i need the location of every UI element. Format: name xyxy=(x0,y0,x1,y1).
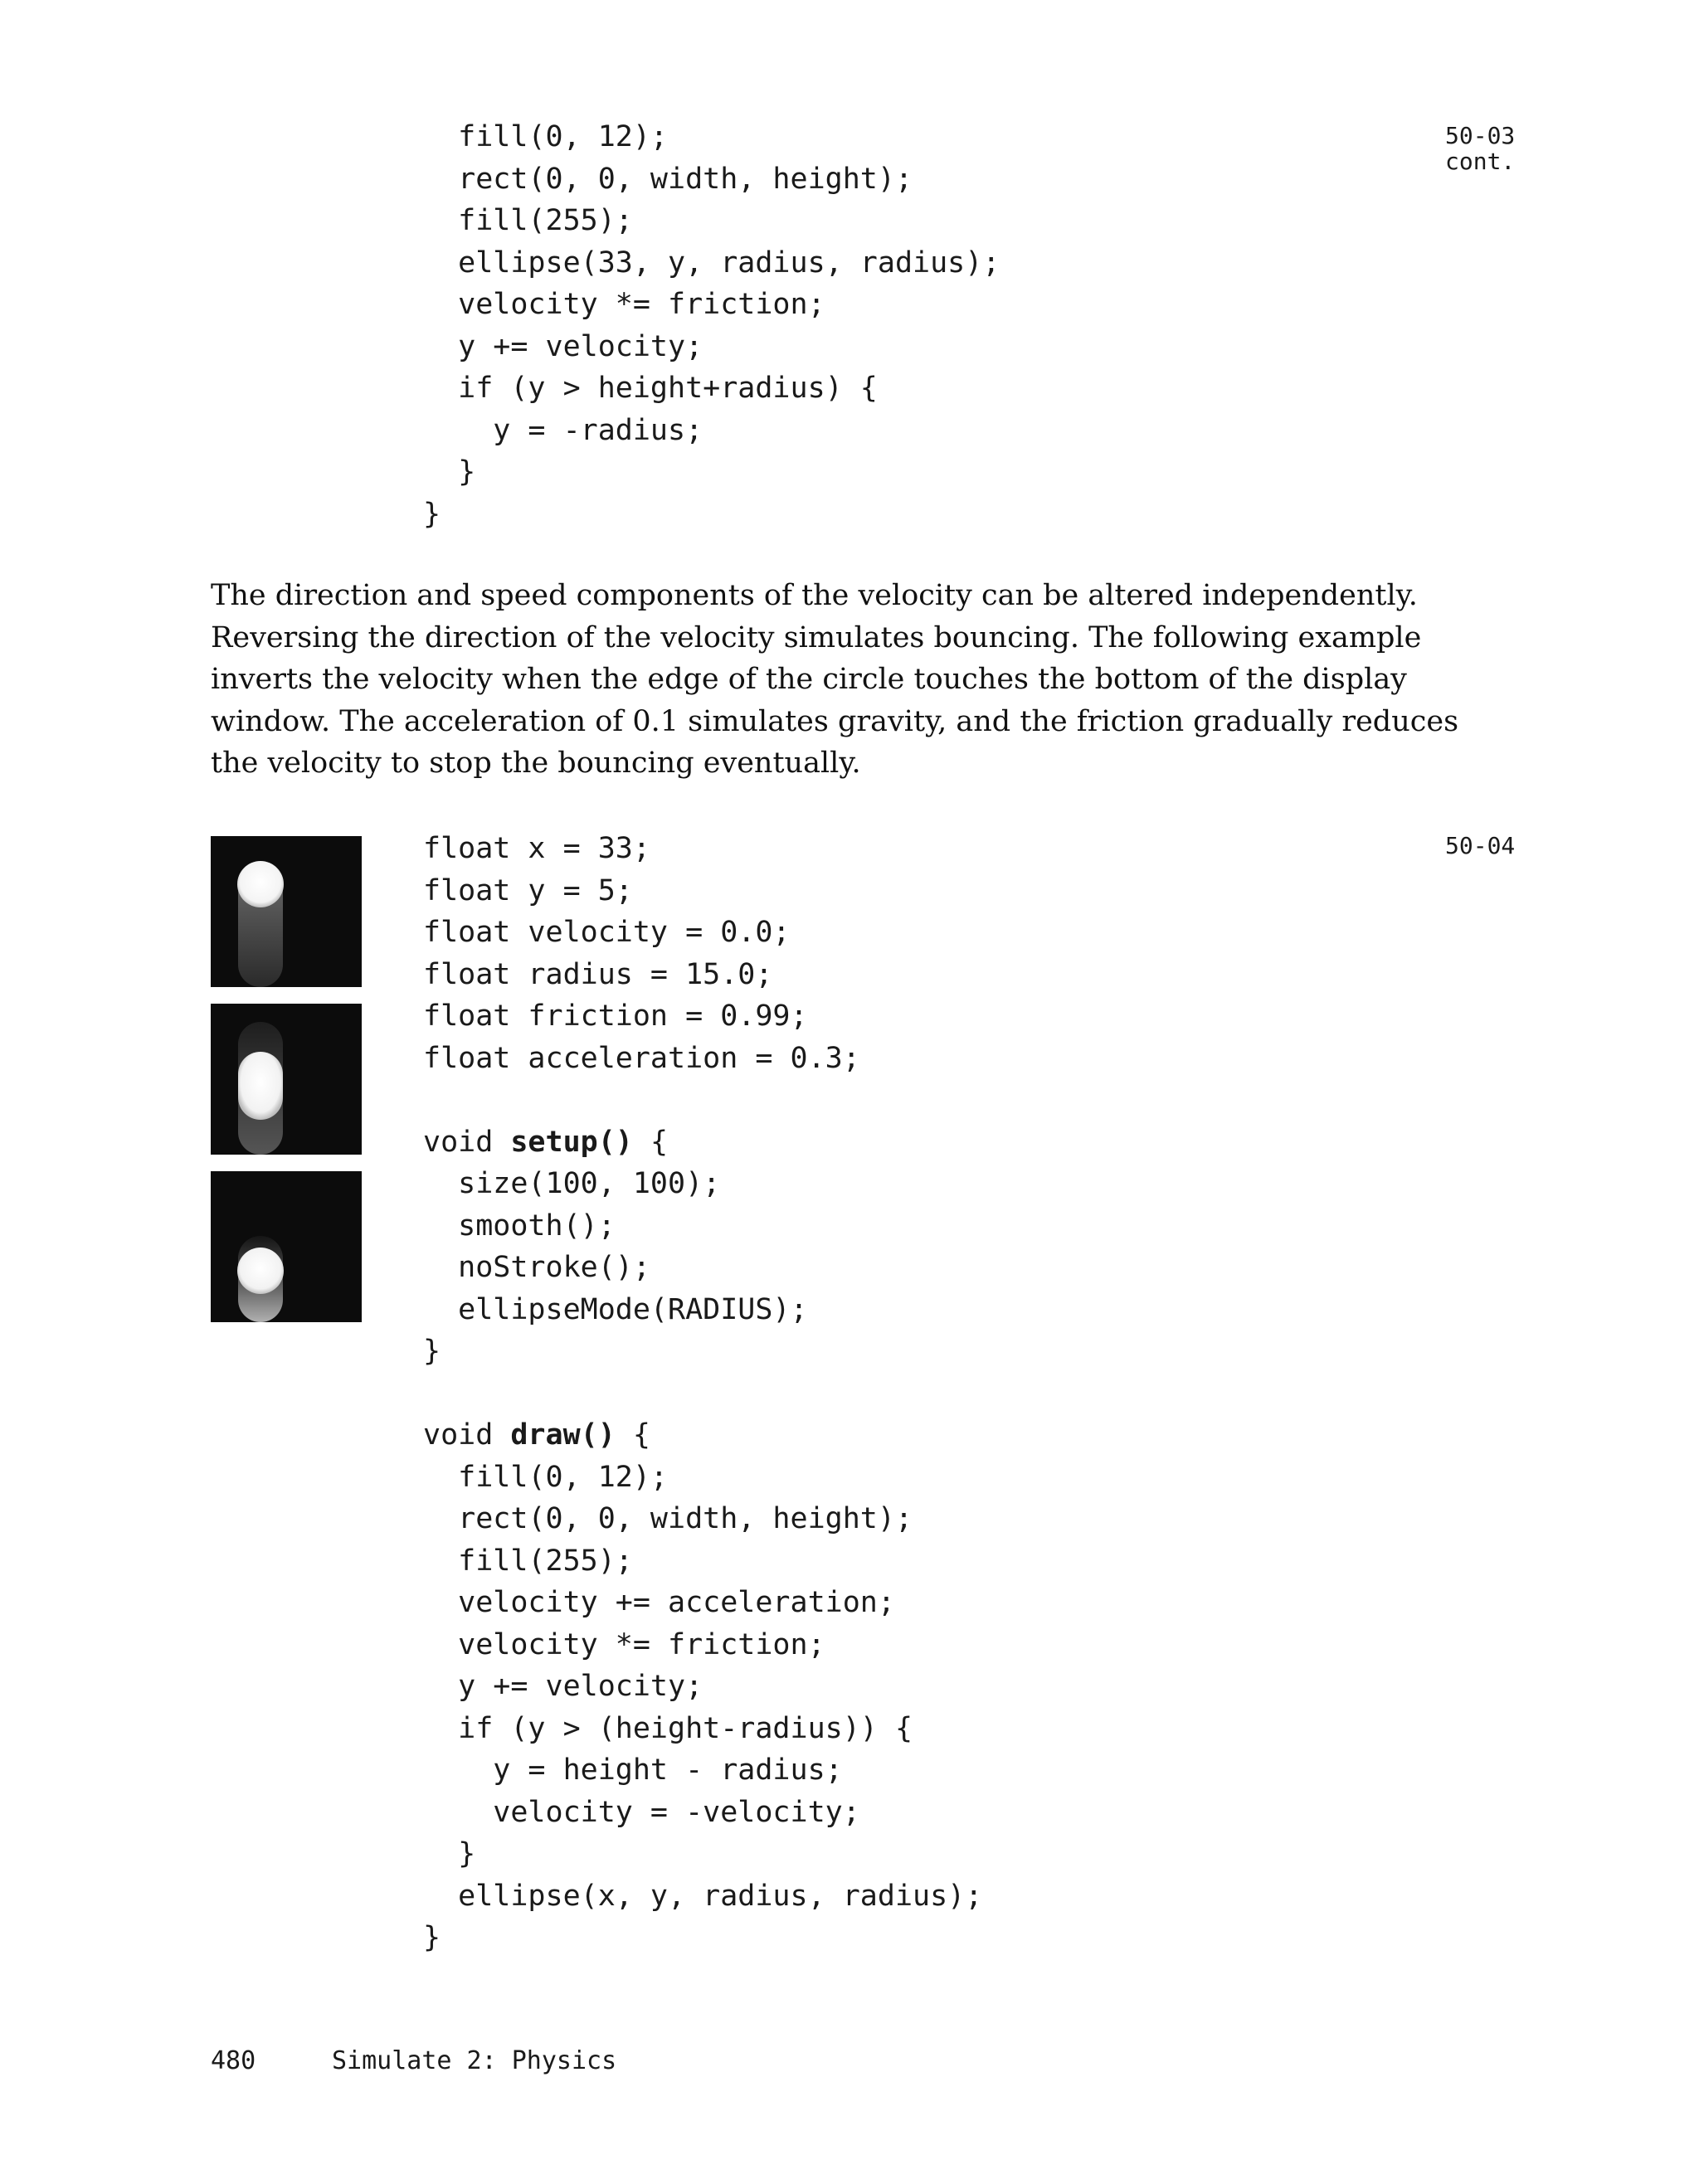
code-line: ellipseMode(RADIUS); xyxy=(423,1292,808,1326)
running-footer-chapter: Simulate 2: Physics xyxy=(332,2046,617,2075)
code-line: } xyxy=(423,497,441,531)
paragraph-line: Reversing the direction of the velocity simulates bouncing. The following example xyxy=(211,620,1422,654)
example-output-thumbnail-3 xyxy=(211,1171,362,1322)
code-line: y = -radius; xyxy=(423,413,703,447)
code-brace: { xyxy=(632,1125,669,1159)
code-line: fill(0, 12); xyxy=(423,1460,669,1494)
example-output-thumbnail-2 xyxy=(211,1004,362,1155)
example-number xyxy=(1445,833,1515,859)
code-line-setup-signature xyxy=(423,1121,982,1164)
code-line: rect(0, 0, width, height); xyxy=(423,1502,913,1535)
code-line: ellipse(33, y, radius, radius); xyxy=(423,246,1000,280)
code-line: float velocity = 0.0; xyxy=(423,916,791,949)
example-number-label: 50-03 xyxy=(1445,122,1516,149)
code-line: y += velocity; xyxy=(423,1670,703,1703)
code-line: velocity *= friction; xyxy=(423,1627,825,1661)
code-line: } xyxy=(423,1335,441,1368)
code-line: float y = 5; xyxy=(423,873,633,907)
code-line: fill(255); xyxy=(423,1544,633,1578)
code-line: y = height - radius; xyxy=(423,1754,843,1787)
bouncing-ball-frame-3 xyxy=(211,1171,362,1322)
code-line: rect(0, 0, width, height); xyxy=(423,162,913,196)
code-line: ellipse(x, y, radius, radius); xyxy=(423,1879,983,1913)
code-line: } xyxy=(423,1837,476,1870)
function-name-setup: setup() xyxy=(510,1125,633,1159)
code-line: } xyxy=(423,455,476,489)
code-line: velocity += acceleration; xyxy=(423,1586,895,1619)
paragraph-line: inverts the velocity when the edge of the circle touches the bottom of the display xyxy=(211,663,1407,696)
code-line: velocity = -velocity; xyxy=(423,1795,860,1829)
code-line: float friction = 0.99; xyxy=(423,1000,808,1033)
paragraph-line: the velocity to stop the bouncing eventually. xyxy=(211,747,861,780)
bouncing-ball-frame-2 xyxy=(211,1004,362,1155)
body-paragraph xyxy=(211,575,1459,785)
code-blank-line xyxy=(423,1373,982,1415)
code-block-top xyxy=(423,116,1000,535)
example-number-top xyxy=(1445,123,1515,174)
bouncing-ball-frame-1 xyxy=(211,836,362,987)
example-number-label: 50-04 xyxy=(1445,832,1516,859)
code-line: float x = 33; xyxy=(423,832,650,865)
code-block-example xyxy=(423,828,982,1959)
code-line: fill(0, 12); xyxy=(423,120,669,153)
code-line: noStroke(); xyxy=(423,1251,650,1284)
paragraph-line: window. The acceleration of 0.1 simulates gravity, and the friction gradually reduces xyxy=(211,704,1459,738)
code-line: size(100, 100); xyxy=(423,1167,721,1200)
function-name-draw: draw() xyxy=(510,1418,616,1452)
code-line: velocity *= friction; xyxy=(423,288,825,321)
code-line: } xyxy=(423,1921,441,1954)
code-keyword: void xyxy=(423,1125,511,1159)
code-line: y += velocity; xyxy=(423,329,703,363)
page-number: 480 xyxy=(211,2046,256,2075)
example-output-thumbnail-1 xyxy=(211,836,362,987)
paragraph-line: The direction and speed components of the velocity can be altered independently. xyxy=(211,579,1418,612)
code-line: float radius = 15.0; xyxy=(423,957,773,991)
code-line: smooth(); xyxy=(423,1209,616,1243)
code-keyword: void xyxy=(423,1418,511,1452)
code-blank-line xyxy=(423,1079,982,1121)
code-line: fill(255); xyxy=(423,204,633,237)
code-line: float acceleration = 0.3; xyxy=(423,1041,860,1075)
code-line: if (y > (height-radius)) { xyxy=(423,1711,913,1745)
example-cont-label: cont. xyxy=(1445,148,1516,175)
code-line: if (y > height+radius) { xyxy=(423,372,878,405)
code-brace: { xyxy=(615,1418,650,1452)
code-line-draw-signature xyxy=(423,1414,982,1457)
